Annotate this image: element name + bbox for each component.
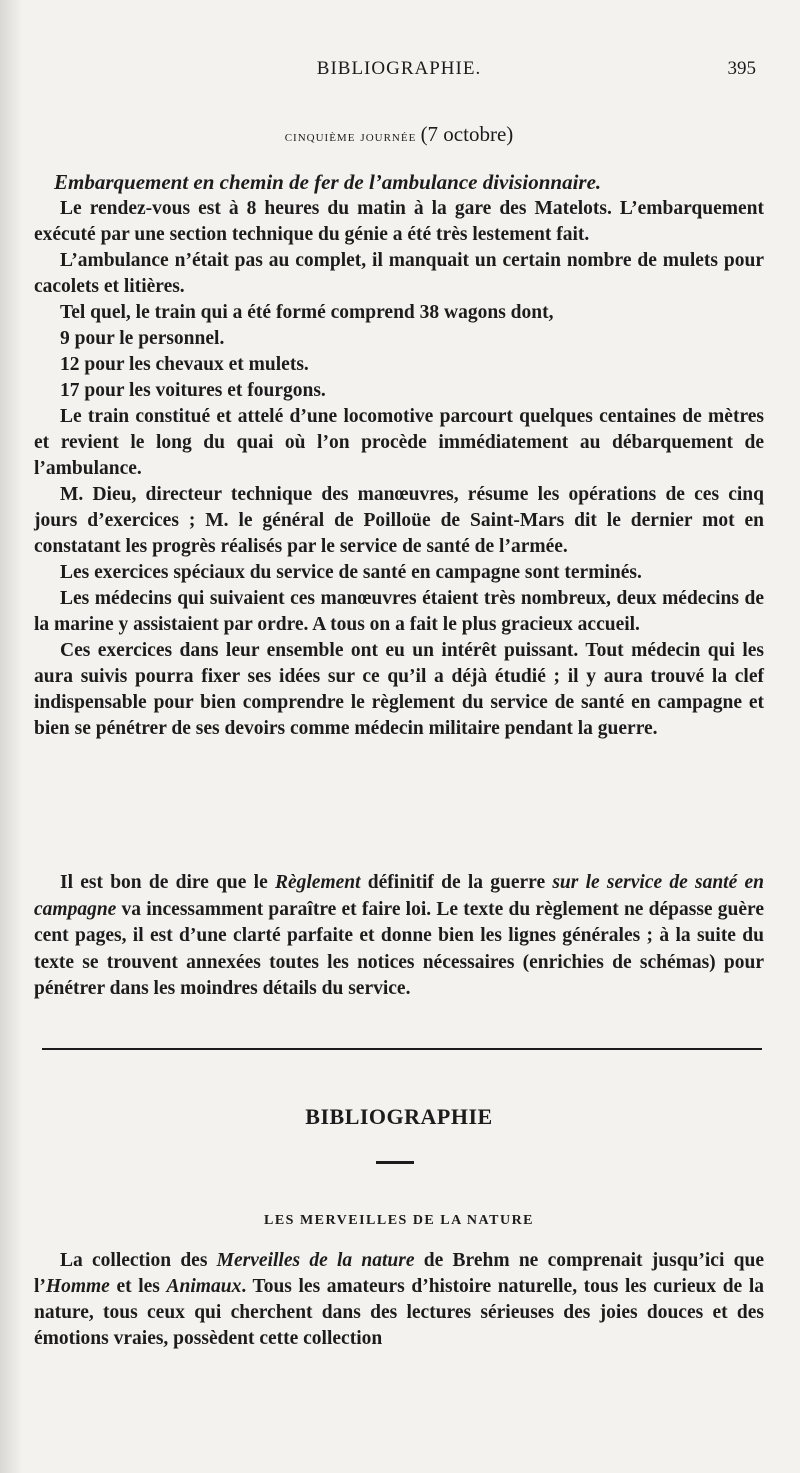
running-title: BIBLIOGRAPHIE. [316,58,482,79]
short-divider [376,1161,414,1164]
day-heading [34,122,764,147]
text-run: La collection des [60,1250,217,1271]
paragraph: Ces exercices dans leur ensemble ont eu un intérêt puissant. Tout médecin qui les aura suivis pourra fixer ses idées sur ce qu’il a déjà étudié ; il y aura trouvé la clef indispensable pour bien comprendre le règlement du service de santé en campagne et bien se pénétrer de ses devoirs comme médecin militaire pendant la guerre. [34,640,764,739]
paragraph-reglement [34,870,764,1003]
paragraph: Les médecins qui suivaient ces manœuvres étaient très nombreux, deux médecins de la marine y assistaient par ordre. A tous on a fait le plus gracieux accueil. [34,588,764,635]
body-block-bibliographie [34,1248,764,1352]
paragraph: L’ambulance n’était pas au complet, il manquait un certain nombre de mulets pour cacolets et litières. [34,250,764,297]
page-edge-shadow [0,0,22,1473]
merveilles-emphasis: Merveilles de la nature [216,1250,415,1271]
section-divider [42,1048,762,1050]
page-number: 395 [727,58,756,79]
body-block-reglement [34,870,764,1003]
list-item: 9 pour le personnel. [60,328,225,349]
paragraph: Les exercices spéciaux du service de santé en campagne sont terminés. [60,562,642,583]
list-item: 12 pour les chevaux et mulets. [60,354,309,375]
body-block-maneuvers [34,196,764,742]
paragraph: Le rendez-vous est à 8 heures du matin à la gare des Matelots. L’embarquement exécuté par une section technique du génie a été très lestement fait. [34,198,764,245]
text-run: définitif de la guerre [360,872,553,893]
article-title: LES MERVEILLES DE LA NATURE [263,1213,535,1228]
text-run: Il est bon de dire que le [60,872,275,893]
homme-emphasis: Homme [45,1276,110,1297]
text-run: va incessamment paraître et faire loi. Le texte du règlement ne dépasse guère cent pages, il est d’une clarté parfaite et donne bien les lignes générales ; à la suite du texte se trouvent annexées toutes les notices nécessaires (enrichies de schémas) pour pénétrer dans les moindres détails du service. [34,898,764,999]
service-emphasis: sur le service de santé en campagne [34,872,764,920]
text-run: . Tous les amateurs d’histoire naturelle, tous les curieux de la nature, tous ceux qui cherchent dans des lectures sérieuses des joies douces et des émotions vraies, possèdent cette collection [34,1276,765,1349]
animaux-emphasis: Animaux [166,1276,242,1297]
paragraph: Le train constitué et attelé d’une locomotive parcourt quelques centaines de mètres et revient le long du quai où l’on procède immédiatement au débarquement de l’ambulance. [34,406,764,479]
paragraph: M. Dieu, directeur technique des manœuvres, résume les opérations de ces cinq jours d’exercices ; M. le général de Poilloüe de Saint-Mars dit le dernier mot en constatant les progrès réalisés par le service de santé de l’armée. [34,484,764,557]
running-head [34,58,764,88]
day-heading-date: (7 octobre) [420,122,514,146]
day-heading-label: cinquième journée [284,128,417,145]
section-title: BIBLIOGRAPHIE [305,1104,493,1129]
paragraph: Tel quel, le train qui a été formé comprend 38 wagons dont, [60,302,554,323]
section-subtitle: Embarquement en chemin de fer de l’ambulance divisionnaire. [54,170,602,194]
text-run: de Brehm ne comprenait jusqu’ici que l’ [34,1250,764,1297]
text-run: et les [109,1276,167,1297]
paragraph-merveilles [34,1248,764,1352]
reglement-emphasis: Règlement [274,872,361,893]
list-item: 17 pour les voitures et fourgons. [60,380,326,401]
